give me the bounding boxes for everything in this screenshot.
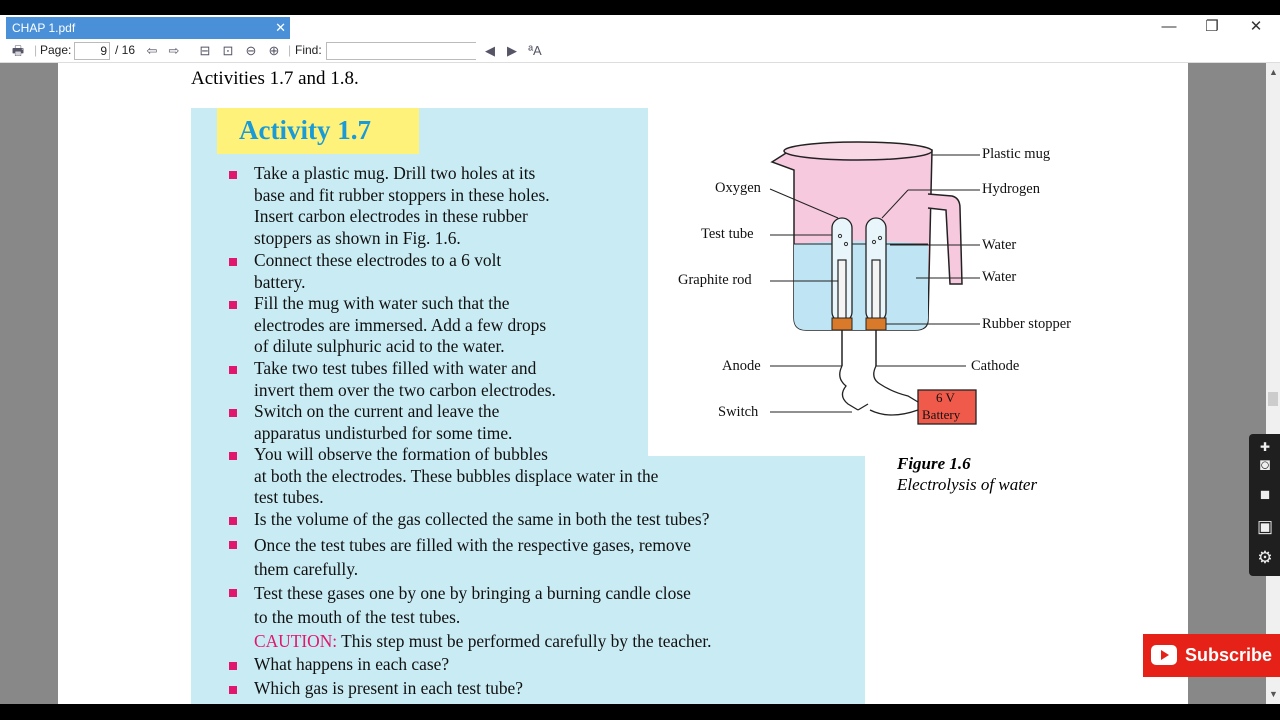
label-hydrogen: Hydrogen [982,181,1040,197]
graphite-rod-anode [838,260,846,320]
minimize-button[interactable]: — [1161,18,1177,35]
activity-item-1: Take a plastic mug. Drill two holes at its base and fit rubber stoppers in these holes. Insert carbon electrodes in these rubber stoppers as shown in Fig. 1.6. [254,163,550,249]
restore-button[interactable]: ❐ [1205,18,1219,35]
caution-label: CAUTION: [254,631,338,651]
label-graphite-rod: Graphite rod [678,272,752,288]
fit-page-icon[interactable]: ⊡ [222,43,234,58]
anode-wire [840,366,858,410]
video-icon[interactable]: ■ [1259,485,1271,504]
activity-item-10: What happens in each case? [254,654,450,674]
cathode-wire [874,366,918,402]
document-tab-title: CHAP 1.pdf [12,21,76,35]
label-plastic-mug: Plastic mug [982,146,1051,162]
toolbar-divider: | [34,43,38,57]
subscribe-label: Subscribe [1185,645,1273,665]
label-oxygen: Oxygen [715,180,761,196]
label-switch: Switch [718,404,759,420]
bottom-black-bar [0,704,1280,720]
rubber-stopper-anode [832,318,852,330]
activity-item-9: Test these gases one by one by bringing a burning candle close to the mouth of the test tubes. CAUTION: This step must be performed carefully by the teacher. [254,583,712,651]
activity-title: Activity 1.7 [217,108,419,154]
label-battery: Battery [922,407,961,422]
fit-width-icon[interactable]: ⊟ [199,43,211,58]
print-icon[interactable]: 🖶 [11,43,25,58]
gear-icon[interactable]: ⚙ [1257,548,1273,567]
mug-handle [928,194,962,284]
label-cathode: Cathode [971,358,1020,374]
zoom-out-icon[interactable]: ⊖ [245,43,257,58]
activity-item-2: Connect these electrodes to a 6 volt battery. [254,250,502,292]
label-anode: Anode [722,358,761,374]
next-page-icon[interactable]: ⇨ [168,43,180,58]
prev-page-icon[interactable]: ⇦ [146,43,158,58]
recorder-side-toolbar [1249,434,1280,576]
scrollbar-thumb[interactable] [1268,392,1278,406]
label-rubber-stopper: Rubber stopper [982,316,1071,332]
figure-caption: Electrolysis of water [897,475,1038,494]
page-number-input[interactable]: 9 [74,42,110,60]
match-case-icon[interactable]: ªA [528,43,542,58]
activity-item-4: Take two test tubes filled with water and invert them over the two carbon electrodes. [254,358,556,400]
gallery-icon[interactable]: ▣ [1256,517,1274,536]
label-test-tube: Test tube [701,226,754,242]
activity-item-3: Fill the mug with water such that the electrodes are immersed. Add a few drops of dilute sulphuric acid to the water. [254,293,547,357]
switch-wire [870,410,918,415]
camera-icon[interactable]: ◙ [1259,455,1271,474]
label-water-2: Water [982,269,1017,285]
rubber-stopper-cathode [866,318,886,330]
close-window-button[interactable]: ✕ [1249,18,1263,35]
zoom-in-icon[interactable]: ⊕ [268,43,280,58]
mug-rim [784,142,932,160]
page-label: Page: [40,43,72,57]
activity-item-7: Is the volume of the gas collected the same in both the test tubes? [254,509,710,529]
youtube-play-icon [1151,645,1177,665]
scroll-up-icon[interactable]: ▲ [1269,67,1278,77]
subscribe-button[interactable] [1143,634,1280,677]
toolbar-divider: | [288,43,292,57]
find-label: Find: [295,43,322,57]
tab-close-icon[interactable]: ✕ [275,20,286,35]
scroll-down-icon[interactable]: ▼ [1269,689,1278,699]
activity-item-11: Which gas is present in each test tube? [254,678,523,698]
plus-icon[interactable]: ✚ [1259,440,1271,454]
graphite-rod-cathode [872,260,880,320]
figure-number: Figure 1.6 [897,454,971,473]
find-next-icon[interactable]: ▶ [507,43,517,58]
activity-item-5: Switch on the current and leave the apparatus undisturbed for some time. [254,401,513,443]
switch-lever [858,404,868,410]
water-in-mug [794,241,928,330]
activity-item-8: Once the test tubes are filled with the respective gases, remove them carefully. [254,535,692,579]
find-prev-icon[interactable]: ◀ [485,43,495,58]
label-water-1: Water [982,237,1017,253]
label-battery-voltage: 6 V [936,390,955,405]
page-total: / 16 [115,43,136,57]
activity-item-6: You will observe the formation of bubbles at both the electrodes. These bubbles displace water in the test tubes. [254,444,659,508]
intro-line: Activities 1.7 and 1.8. [191,68,359,89]
caution-text: This step must be performed carefully by the teacher. [341,631,712,651]
vertical-scrollbar[interactable] [1266,63,1280,704]
